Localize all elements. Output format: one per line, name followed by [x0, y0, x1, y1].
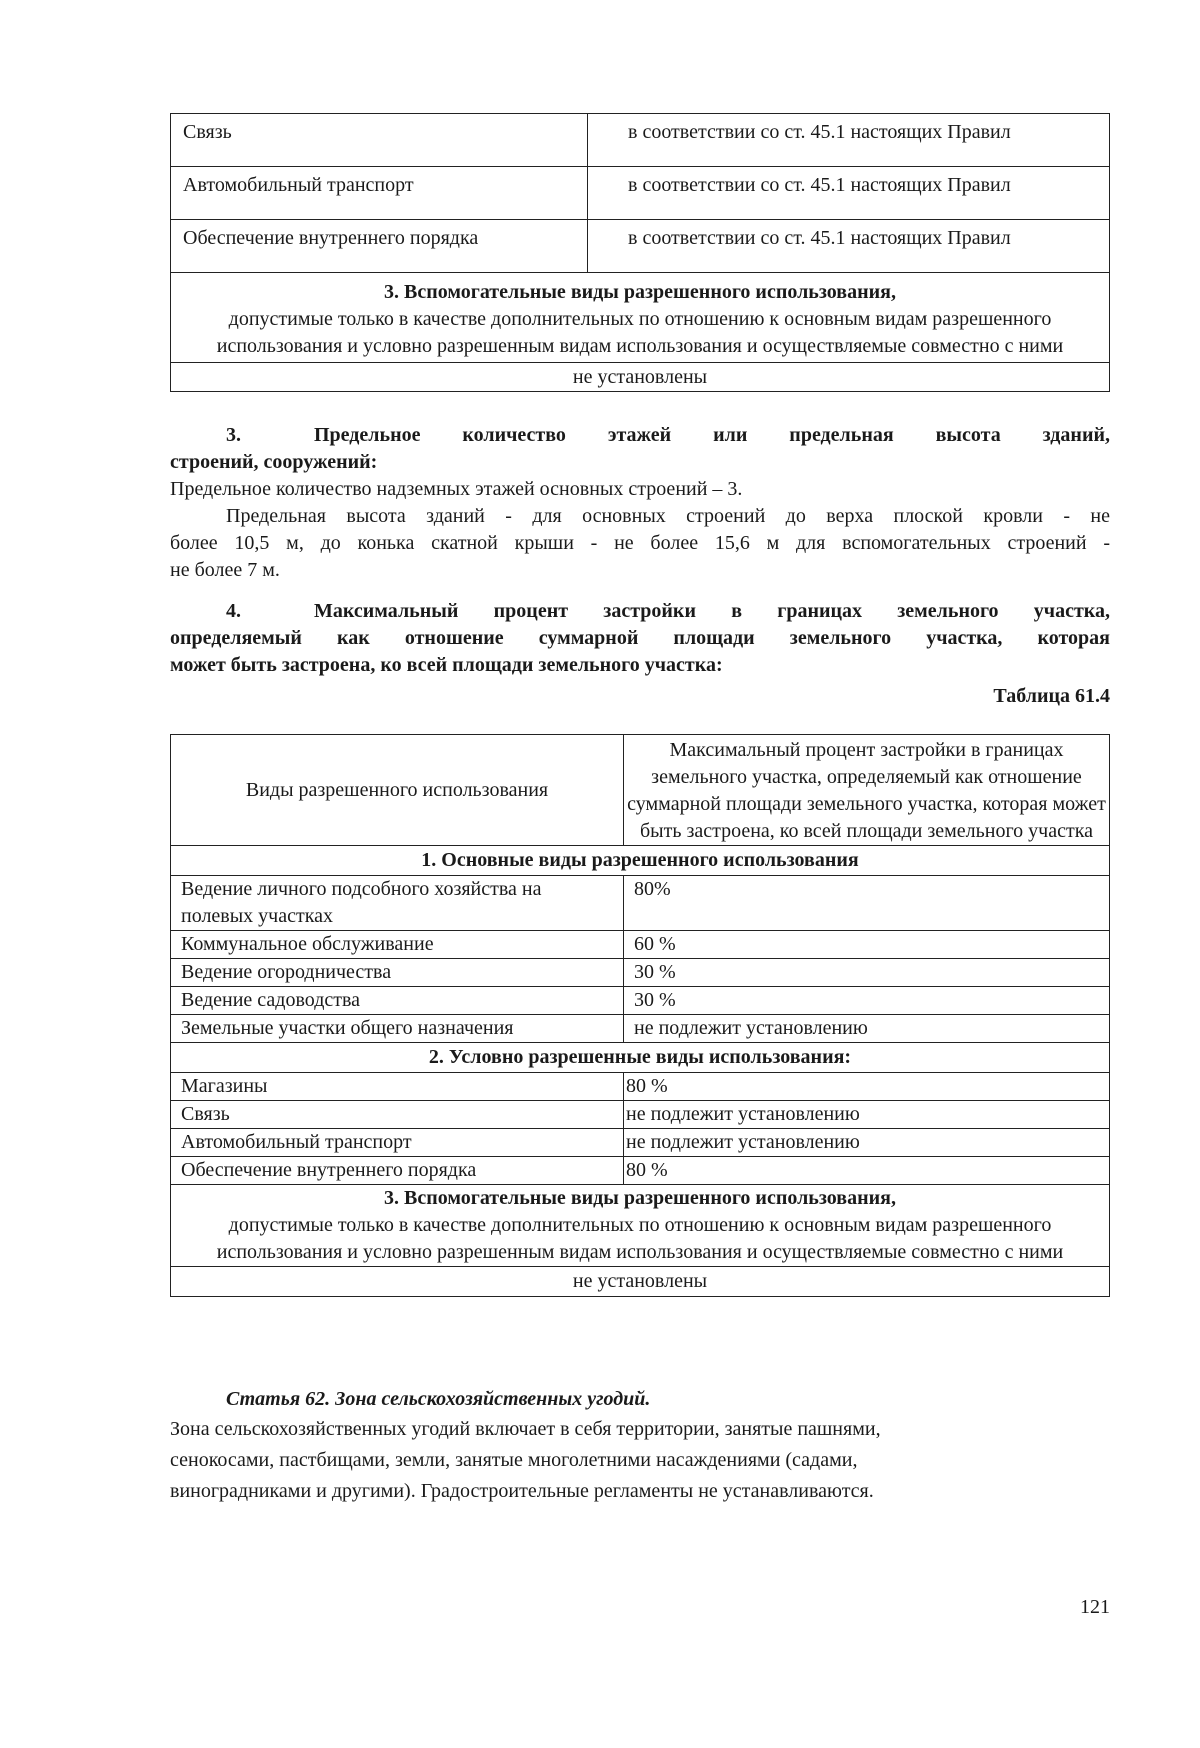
section-title-main-uses: 1. Основные виды разрешенного использования	[171, 846, 1110, 876]
article-62-line1: Зона сельскохозяйственных угодий включает в себя территории, занятые пашнями,	[170, 1418, 881, 1440]
use-name: Магазины	[171, 1073, 624, 1101]
use-name: Обеспечение внутреннего порядка	[171, 220, 588, 273]
use-name: Ведение личного подсобного хозяйства на полевых участках	[171, 876, 624, 931]
table-row	[171, 1073, 1110, 1101]
use-value: 30 %	[624, 987, 1110, 1015]
use-name: Обеспечение внутреннего порядка	[171, 1157, 624, 1185]
table-row	[171, 167, 1110, 220]
table-row	[171, 876, 1110, 931]
section-3-paragraph-1: Предельное количество надземных этажей основных строений – 3.	[170, 478, 743, 500]
table-row	[171, 114, 1110, 167]
table-row	[171, 1015, 1110, 1043]
section-3-heading-line1: 3. Предельное количество этажей или предельная высота зданий,	[170, 422, 1110, 449]
table-row	[171, 273, 1110, 363]
use-name: Связь	[171, 1101, 624, 1129]
use-value: не подлежит установлению	[624, 1015, 1110, 1043]
use-value: 80%	[624, 876, 1110, 931]
table-label: Таблица 61.4	[993, 685, 1110, 707]
table-row	[171, 959, 1110, 987]
use-name: Ведение огородничества	[171, 959, 624, 987]
section-4-heading-line3: может быть застроена, ко всей площади земельного участка:	[170, 654, 723, 676]
use-value: не подлежит установлению	[624, 1101, 1110, 1129]
use-value: 80 %	[624, 1157, 1110, 1185]
permitted-uses-table	[170, 113, 1110, 392]
table-row	[171, 1129, 1110, 1157]
use-value: 80 %	[624, 1073, 1110, 1101]
section-4-heading-line1: 4. Максимальный процент застройки в границах земельного участка,	[170, 598, 1110, 625]
column-header-uses: Виды разрешенного использования	[171, 735, 624, 846]
use-name: Автомобильный транспорт	[171, 167, 588, 220]
aux-uses-header	[171, 1185, 1110, 1267]
use-value: 30 %	[624, 959, 1110, 987]
table-row	[171, 846, 1110, 876]
column-header-percentage: Максимальный процент застройки в границах земельного участка, определяемый как отношение суммарной площади земельного участка, которая может быть застроена, ко всей площади земельного участка	[624, 735, 1110, 846]
use-name: Связь	[171, 114, 588, 167]
table-row	[171, 363, 1110, 392]
section-3-paragraph-2-line2: более 10,5 м, до конька скатной крыши - не более 15,6 м для вспомогательных строений -	[170, 532, 1110, 554]
section-title-conditional-uses: 2. Условно разрешенные виды использования:	[171, 1043, 1110, 1073]
use-name: Ведение садоводства	[171, 987, 624, 1015]
table-row	[171, 1101, 1110, 1129]
aux-uses-value: не установлены	[171, 1267, 1110, 1297]
section-3-paragraph-2-line1: Предельная высота зданий - для основных строений до верха плоской кровли - не	[226, 505, 1110, 527]
use-value: 60 %	[624, 931, 1110, 959]
aux-uses-description: допустимые только в качестве дополнительных по отношению к основным видам разрешенного использования и условно разрешенным видам использования и осуществляемые совместно с ними	[216, 308, 1064, 357]
use-value: в соответствии со ст. 45.1 настоящих Правил	[588, 220, 1110, 273]
use-value: в соответствии со ст. 45.1 настоящих Правил	[588, 114, 1110, 167]
section-4-number: 4.	[226, 600, 241, 622]
table-row	[171, 1043, 1110, 1073]
section-3-paragraph-2-line3: не более 7 м.	[170, 559, 280, 581]
page-number: 121	[1080, 1596, 1110, 1618]
aux-uses-header	[171, 273, 1110, 363]
table-row	[171, 1267, 1110, 1297]
table-row	[171, 1157, 1110, 1185]
table-row	[171, 931, 1110, 959]
use-value: не подлежит установлению	[624, 1129, 1110, 1157]
article-62-title: Статья 62. Зона сельскохозяйственных угодий.	[226, 1388, 651, 1410]
aux-uses-description: допустимые только в качестве дополнительных по отношению к основным видам разрешенного использования и условно разрешенным видам использования и осуществляемые совместно с ними	[216, 1214, 1064, 1263]
use-value: в соответствии со ст. 45.1 настоящих Правил	[588, 167, 1110, 220]
table-row	[171, 1185, 1110, 1267]
article-62-line2: сенокосами, пастбищами, земли, занятые многолетними насаждениями (садами,	[170, 1449, 858, 1471]
aux-uses-title: 3. Вспомогательные виды разрешенного использования,	[384, 281, 896, 303]
article-62-line3: виноградниками и другими). Градостроительные регламенты не устанавливаются.	[170, 1480, 874, 1502]
section-3-heading-line2: строений, сооружений:	[170, 451, 378, 473]
table-row	[171, 220, 1110, 273]
use-name: Земельные участки общего назначения	[171, 1015, 624, 1043]
section-4-heading-line2: определяемый как отношение суммарной площади земельного участка, которая	[170, 627, 1110, 649]
use-name: Коммунальное обслуживание	[171, 931, 624, 959]
table-header-row	[171, 735, 1110, 846]
use-name: Автомобильный транспорт	[171, 1129, 624, 1157]
aux-uses-value: не установлены	[171, 363, 1110, 392]
aux-uses-title: 3. Вспомогательные виды разрешенного использования,	[384, 1187, 896, 1209]
table-row	[171, 987, 1110, 1015]
section-3-number: 3.	[226, 424, 241, 446]
building-percentage-table	[170, 734, 1110, 1297]
